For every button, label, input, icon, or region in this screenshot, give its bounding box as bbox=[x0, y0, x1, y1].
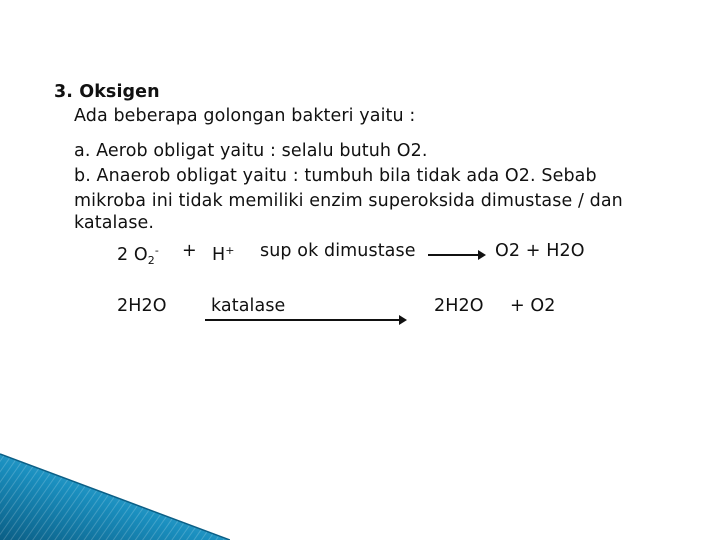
reaction2-product2: + O2 bbox=[510, 296, 556, 316]
reaction1-products: O2 + H2O bbox=[495, 241, 585, 261]
text-line: mikroba ini tidak memiliki enzim superoksida dimustase / dan bbox=[74, 191, 623, 211]
section-heading: 3. Oksigen bbox=[54, 82, 160, 102]
reaction1-enzyme: sup ok dimustase bbox=[260, 241, 416, 261]
corner-wedge-decoration bbox=[0, 450, 230, 540]
reaction1-charge: - bbox=[154, 244, 159, 257]
reaction1-h-charge: + bbox=[225, 244, 235, 257]
reaction2-reactant: 2H2O bbox=[117, 296, 167, 316]
text-line: katalase. bbox=[74, 213, 155, 233]
reaction2-enzyme: katalase bbox=[211, 296, 286, 316]
reaction1-reactants bbox=[117, 239, 159, 273]
reaction1-coef: 2 O bbox=[117, 245, 148, 265]
reaction2-arrow bbox=[205, 319, 401, 321]
text-line: a. Aerob obligat yaitu : selalu butuh O2. bbox=[74, 141, 428, 161]
reaction2-product1: 2H2O bbox=[434, 296, 484, 316]
reaction1-h: H bbox=[212, 245, 226, 265]
reaction1-subscript: 2 bbox=[147, 254, 155, 267]
reaction1-hydrogen bbox=[212, 239, 235, 267]
reaction1-plus: + bbox=[182, 241, 197, 261]
text-line: Ada beberapa golongan bakteri yaitu : bbox=[74, 106, 416, 126]
text-line: b. Anaerob obligat yaitu : tumbuh bila tidak ada O2. Sebab bbox=[74, 166, 597, 186]
reaction1-arrow bbox=[428, 254, 480, 256]
